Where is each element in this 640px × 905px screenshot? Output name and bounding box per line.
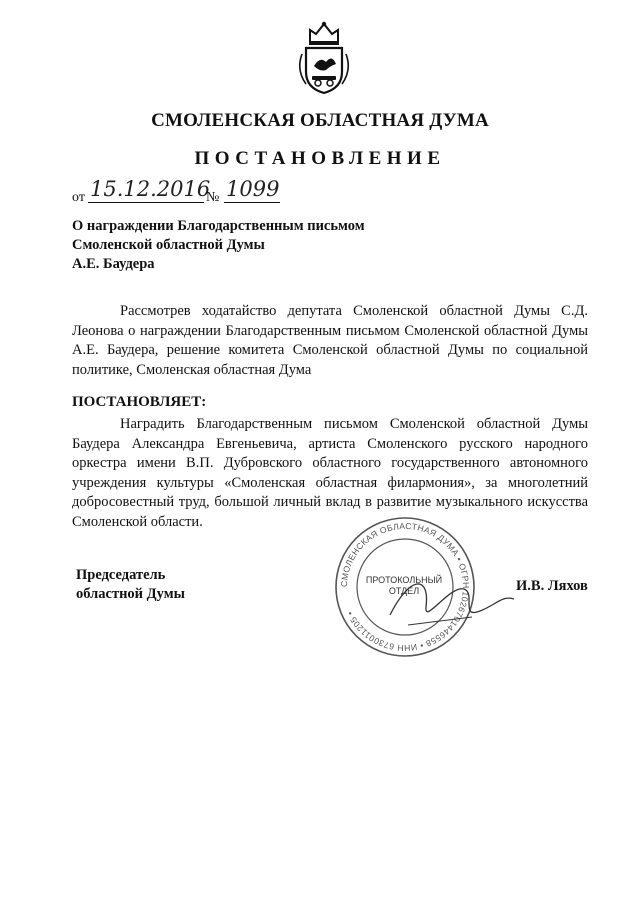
subject-line: Смоленской областной Думы [72,237,265,253]
signer-position-line: Председатель [76,567,166,583]
subject-line: О награждении Благодарственным письмом [72,218,365,234]
subject-line: А.Е. Баудера [72,256,155,272]
signer-position-line: областной Думы [76,586,185,602]
signer-position [76,566,185,604]
stamp-center-line: ПРОТОКОЛЬНЫЙ [365,575,443,585]
number-prefix: № [206,190,220,205]
handwritten-date: 15.12.2016 [90,177,211,201]
date-prefix: от [72,190,85,205]
organization-title: СМОЛЕНСКАЯ ОБЛАСТНАЯ ДУМА [151,110,489,131]
stamp-center-line: ОТДЕЛ [388,586,420,596]
handwritten-signature [380,555,520,645]
resolves-heading: ПОСТАНОВЛЯЕТ: [72,394,207,410]
stamp-ring-text: СМОЛЕНСКАЯ ОБЛАСТНАЯ ДУМА • ОГРН 1026701446558 • ИНН 6730011205 • [338,520,472,654]
signer-name: И.В. Ляхов [516,578,588,594]
preamble-paragraph: Рассмотрев ходатайство депутата Смоленской областной Думы С.Д. Леонова о награждении Благодарственным письмом Смоленской областной Думы А.Е. Баудера, решение комитета Смоленской областной Думы по социальной политике, Смоленская областная Дума [72,303,588,378]
document-subject [72,217,365,274]
document-type-title: ПОСТАНОВЛЕНИЕ [194,148,446,169]
decision-paragraph: Наградить Благодарственным письмом Смоленской областной Думы Баудера Александра Евгеньевича, артиста Смоленского русского народного оркестра имени В.П. Дубровского областного государственного автономного учреждения культуры «Смоленская областная филармония», за многолетний добросовестный труд, большой личный вклад в развитие музыкального искусства Смоленской области. [72,416,588,530]
handwritten-number: 1099 [226,177,280,201]
smolensk-coat-of-arms-icon [296,20,352,96]
